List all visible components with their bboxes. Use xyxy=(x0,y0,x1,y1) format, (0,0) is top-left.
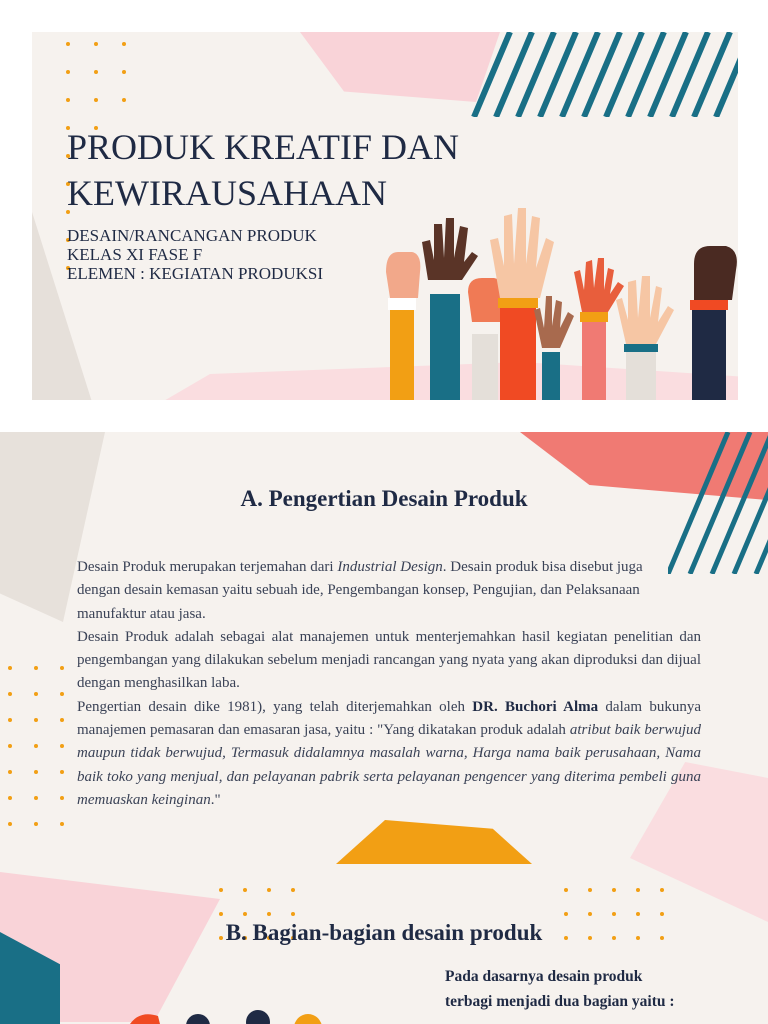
dot-grid-decoration xyxy=(0,660,80,860)
subtitle-line: KELAS XI FASE F xyxy=(67,245,203,264)
partial-hands-illustration xyxy=(130,1006,330,1024)
author-name: DR. Buchori Alma xyxy=(472,698,599,715)
subtitle-line: ELEMEN : KEGIATAN PRODUKSI xyxy=(67,264,323,283)
section-b-intro: Pada dasarnya desain produk terbagi menjadi dua bagian yaitu : xyxy=(445,968,675,1010)
quote-text: atribut baik berwujud maupun tidak berwujud, Termasuk didalamnya masalah warna, Harga nama baik perusahaan, Nama baik toko yang menjual, dan pelayanan pabrik serta pelayanan pengencer yang diterima pembeli guna memuaskan keinginan xyxy=(77,722,701,808)
paragraph: Desain Produk adalah sebagai alat manajemen untuk menterjemahkan hasil kegiatan penelitian dan pengembangan yang dilakukan sebelum menjadi rancangan yang nyata yang akan diproduksi dan dijual dengan menghasilkan laba. xyxy=(77,628,701,692)
orange-decor-shape xyxy=(336,820,532,864)
title-line: KEWIRAUSAHAAN xyxy=(67,173,387,213)
raised-hands-illustration xyxy=(382,172,738,400)
paragraph: Pengertian desain dike 1981), yang telah diterjemahkan oleh DR. Buchori Alma dalam bukunya manajemen pemasaran dan emasaran jasa, yaitu : "Yang dikatakan produk adalah atribut baik berwujud maupun tidak berwujud, Termasuk didalamnya masalah warna, Harga nama baik perusahaan, Nama baik toko yang menjual, dan pelayanan pabrik serta pelayanan pengencer yang diterima pembeli guna memuaskan keinginan." xyxy=(77,698,702,808)
italic-term: Industrial Design xyxy=(337,559,443,575)
title-line: PRODUK KREATIF DAN xyxy=(67,127,460,167)
slide-subtitle xyxy=(67,226,323,283)
paragraph: dengan desain kemasan yaitu sebuah ide, Pengembangan konsep, Pengujian, dan Pelaksanaan xyxy=(77,582,640,599)
paragraph: manufaktur atau jasa. xyxy=(77,605,206,622)
diagonal-stripes-decoration xyxy=(462,32,738,117)
paragraph: Desain Produk merupakan terjemahan dari Industrial Design. Desain produk bisa disebut juga xyxy=(77,559,643,575)
section-heading-b: B. Bagian-bagian desain produk xyxy=(225,920,543,945)
subtitle-line: DESAIN/RANCANGAN PRODUK xyxy=(67,226,317,245)
content-slide xyxy=(0,432,768,1024)
definition-text xyxy=(77,556,701,812)
section-heading-a: A. Pengertian Desain Produk xyxy=(240,486,528,511)
title-slide xyxy=(32,32,738,400)
